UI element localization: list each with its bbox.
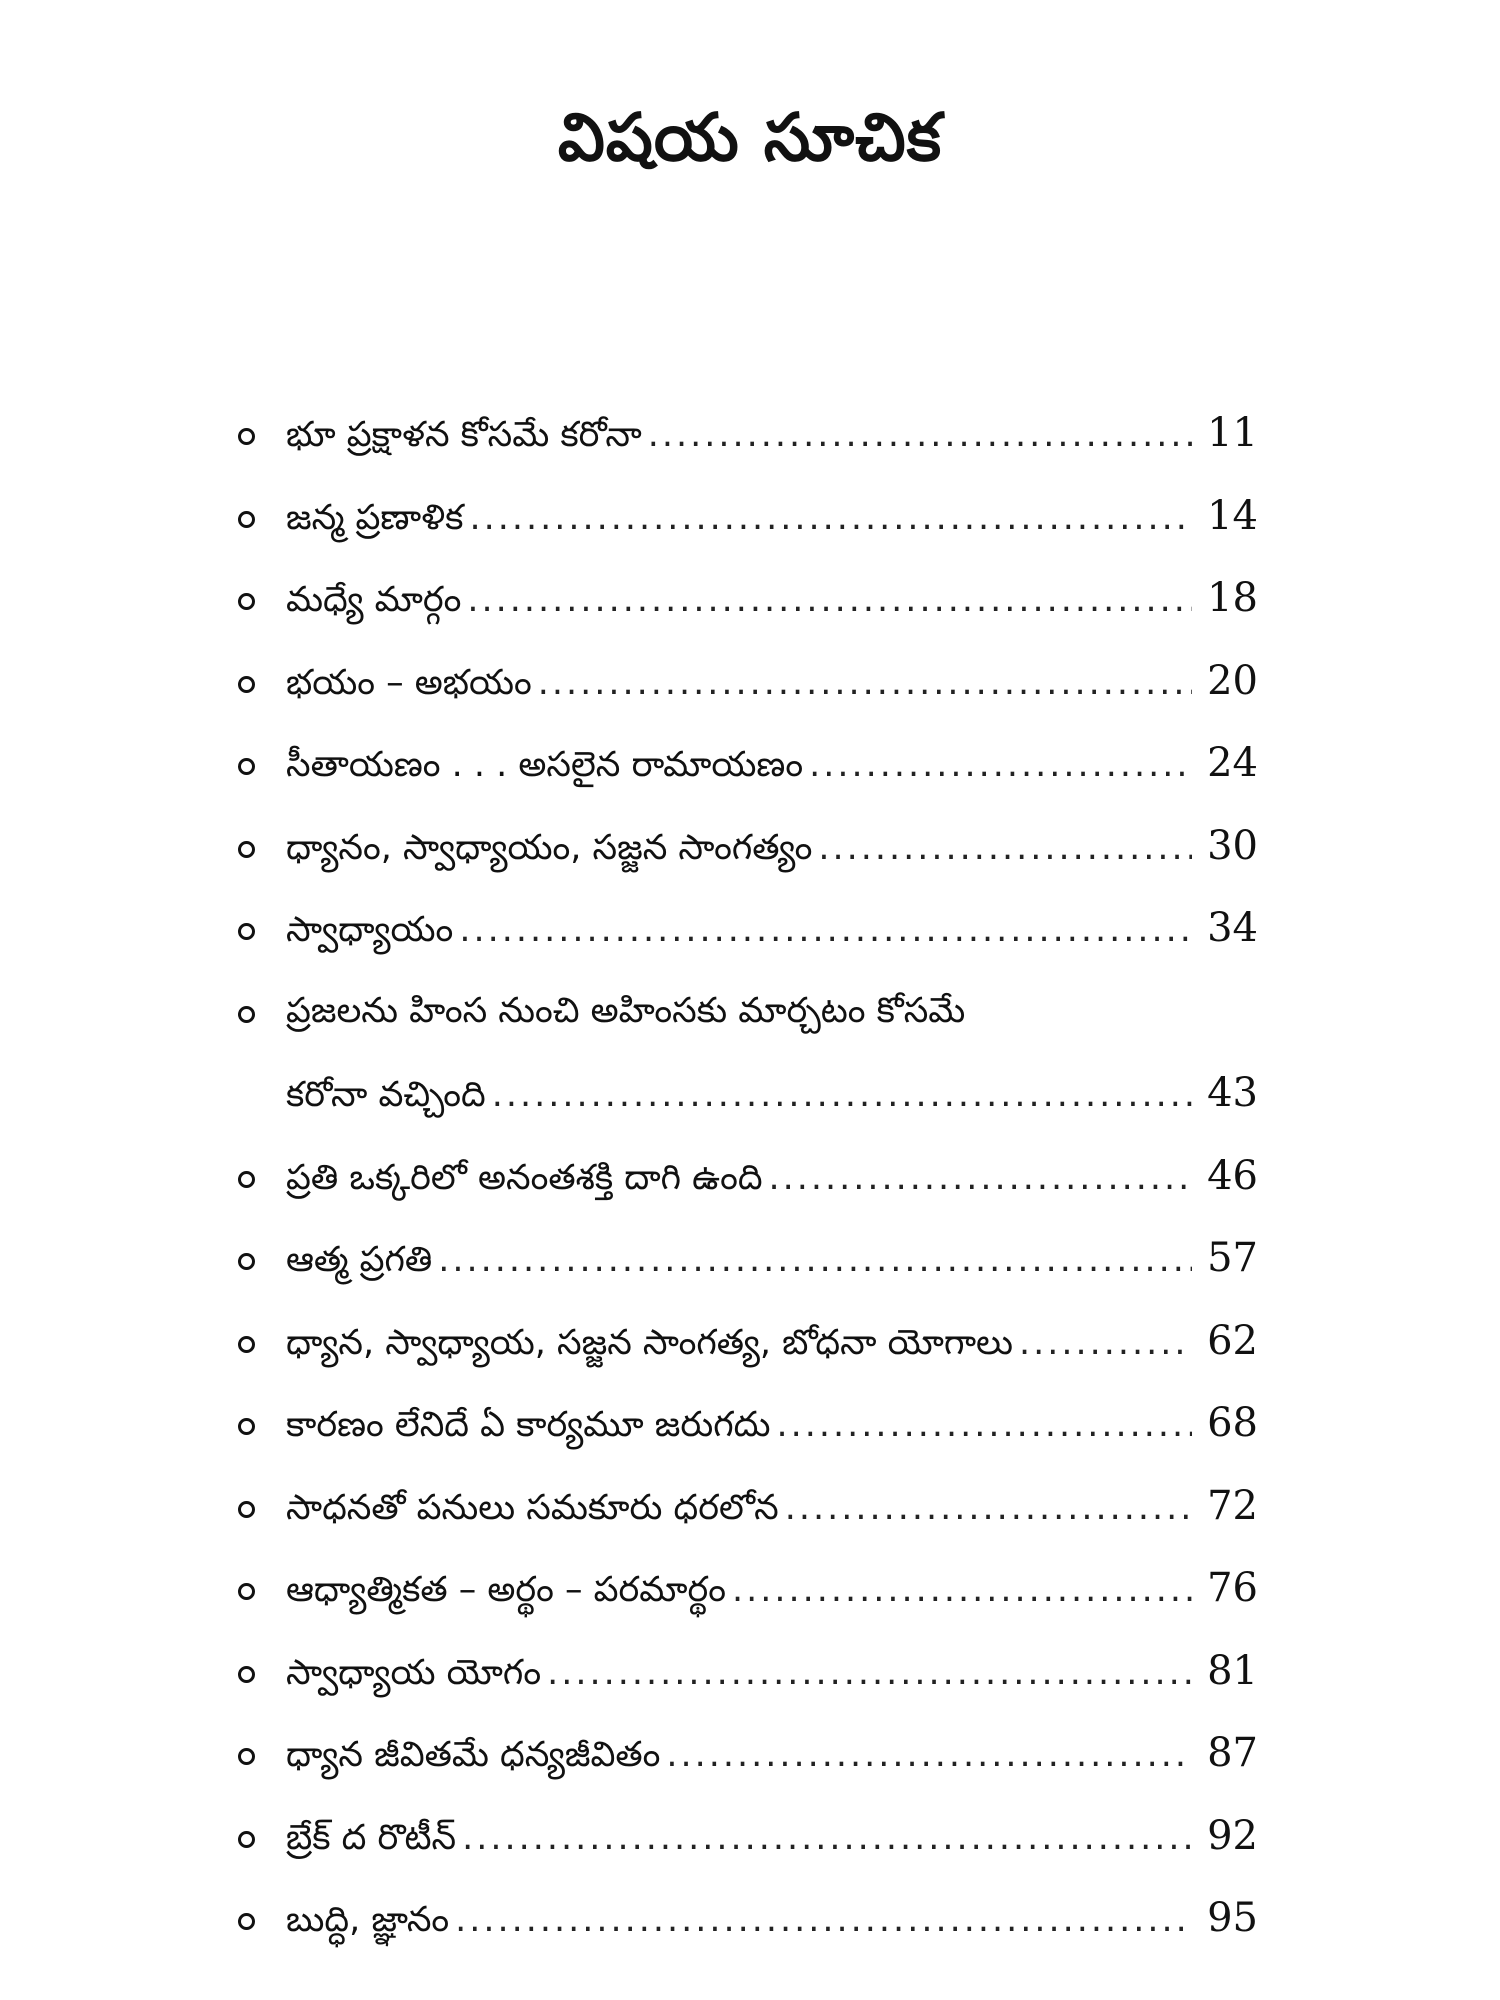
- dot-leader: [818, 807, 1192, 890]
- bullet-icon: [238, 1913, 255, 1930]
- toc-entry-title: సీతాయణం . . . అసలైన రామాయణం: [286, 745, 804, 785]
- toc-entry-title: ప్రతి ఒక్కరిలో అనంతశక్తి దాగి ఉంది: [286, 1157, 763, 1198]
- toc-entry: [238, 1300, 1258, 1383]
- toc-entry: [238, 392, 1258, 475]
- toc-entry: [238, 1712, 1258, 1795]
- toc-page-number: 18: [1207, 575, 1258, 621]
- toc-page-number: 81: [1207, 1647, 1258, 1694]
- toc-line: [238, 1795, 1258, 1878]
- dot-leader: [462, 1797, 1192, 1880]
- toc-line: [238, 1217, 1258, 1300]
- toc-entry-title: ఆధ్యాత్మికత – అర్థం – పరమార్థం: [286, 1570, 727, 1610]
- toc-line: [238, 475, 1258, 558]
- toc-entry-title: భయం – అభయం: [286, 662, 532, 703]
- bullet-icon: [238, 1831, 255, 1848]
- dot-leader: [732, 1549, 1192, 1632]
- dot-leader: [666, 1714, 1192, 1797]
- toc-entry: [238, 1465, 1258, 1548]
- dot-leader: [459, 889, 1192, 972]
- toc-entry-title: జన్మ ప్రణాళిక: [286, 497, 464, 538]
- toc-entry: [238, 1135, 1258, 1218]
- page-title: విషయ సూచిక: [557, 99, 943, 176]
- toc-line: [238, 1547, 1258, 1630]
- toc-line: [238, 392, 1258, 475]
- toc-line: [238, 1877, 1258, 1960]
- toc-entry: [238, 1217, 1258, 1300]
- toc-line: [238, 722, 1258, 805]
- toc-entry-title: మధ్యే మార్గం: [286, 580, 462, 620]
- toc-page-number: 30: [1207, 822, 1258, 869]
- bullet-icon: [238, 1336, 255, 1353]
- toc-entry: [238, 887, 1258, 970]
- bullet-icon: [238, 841, 255, 858]
- toc-entry: [238, 722, 1258, 805]
- toc-entry-title: బుద్ధి, జ్ఞానం: [286, 1900, 450, 1940]
- bullet-icon: [238, 593, 255, 610]
- toc-entry: [238, 1877, 1258, 1960]
- dot-leader: [809, 724, 1192, 807]
- toc-page-number: 11: [1207, 410, 1258, 456]
- toc-line: [238, 1465, 1258, 1548]
- toc-entry-title: ధ్యాన, స్వాధ్యాయ, సజ్జన సాంగత్య, బోధనా యోగాలు: [286, 1322, 1013, 1363]
- bullet-icon: [238, 1583, 255, 1600]
- toc-page-number: 95: [1207, 1895, 1258, 1941]
- toc-entry-title-line1: ప్రజలను హింస నుంచి అహింసకు మార్చటం కోసమే: [286, 990, 966, 1031]
- toc-entry-title: స్వాధ్యాయ యోగం: [286, 1652, 542, 1693]
- toc-entry-title: సాధనతో పనులు సమకూరు ధరలోన: [286, 1487, 779, 1528]
- bullet-icon: [238, 1253, 255, 1270]
- toc-page-number: 20: [1207, 657, 1258, 704]
- dot-leader: [538, 642, 1192, 725]
- dot-leader: [785, 1467, 1192, 1550]
- toc-page-number: 57: [1207, 1235, 1258, 1281]
- toc-page-number: 76: [1207, 1565, 1258, 1611]
- dot-leader: [648, 394, 1192, 477]
- dot-leader: [455, 1879, 1192, 1962]
- toc-line: [238, 1300, 1258, 1383]
- toc-entry-title: కారణం లేనిదే ఏ కార్యమూ జరుగదు: [286, 1405, 771, 1445]
- dot-leader: [469, 477, 1192, 560]
- toc-page-number: 46: [1207, 1152, 1258, 1199]
- dot-leader: [547, 1632, 1192, 1715]
- bullet-icon: [238, 676, 255, 693]
- toc-line: [238, 1712, 1258, 1795]
- toc-entry: [238, 1630, 1258, 1713]
- toc-page-number: 92: [1207, 1812, 1258, 1859]
- toc-page-number: 43: [1207, 1070, 1258, 1116]
- toc-page-number: 34: [1207, 905, 1258, 951]
- toc-entry-title: ధ్యాన జీవితమే ధన్యజీవితం: [286, 1735, 661, 1775]
- toc-entry-title: ధ్యానం, స్వాధ్యాయం, సజ్జన సాంగత్యం: [286, 827, 813, 868]
- toc-entry-two-line: [238, 970, 1258, 1135]
- toc-line: [238, 1135, 1258, 1218]
- toc-entry-title: బ్రేక్ ద రొటీన్: [286, 1817, 457, 1858]
- bullet-icon: [238, 428, 255, 445]
- toc-page-number: 72: [1207, 1482, 1258, 1529]
- toc-page-number: 68: [1207, 1400, 1258, 1446]
- table-of-contents: [238, 392, 1258, 1960]
- toc-entry: [238, 1547, 1258, 1630]
- bullet-icon: [238, 1666, 255, 1683]
- toc-line: [238, 1630, 1258, 1713]
- bullet-icon: [238, 1006, 255, 1023]
- toc-page-number: 24: [1207, 740, 1258, 786]
- toc-entry-title: ఆత్మ ప్రగతి: [286, 1240, 433, 1280]
- toc-line: [238, 1382, 1258, 1465]
- bullet-icon: [238, 923, 255, 940]
- toc-entry: [238, 1382, 1258, 1465]
- toc-line: [238, 805, 1258, 888]
- toc-line: [238, 557, 1258, 640]
- toc-line: [238, 970, 1258, 1053]
- dot-leader: [492, 1054, 1192, 1137]
- toc-page-number: 62: [1207, 1317, 1258, 1364]
- bullet-icon: [238, 1171, 255, 1188]
- toc-entry: [238, 557, 1258, 640]
- dot-leader: [467, 559, 1192, 642]
- dot-leader: [769, 1137, 1192, 1220]
- toc-page-number: 87: [1207, 1730, 1258, 1776]
- dot-leader: [438, 1219, 1192, 1302]
- toc-entry: [238, 805, 1258, 888]
- bullet-icon: [238, 1748, 255, 1765]
- toc-entry: [238, 640, 1258, 723]
- bullet-icon: [238, 758, 255, 775]
- dot-leader: [1019, 1302, 1192, 1385]
- bullet-icon: [238, 1501, 255, 1518]
- bullet-icon: [238, 511, 255, 528]
- toc-entry-title: భూ ప్రక్షాళన కోసమే కరోనా: [286, 415, 642, 455]
- toc-line: [238, 887, 1258, 970]
- toc-line: [238, 1052, 1258, 1135]
- toc-entry: [238, 1795, 1258, 1878]
- toc-entry-title-line2: కరోనా వచ్చింది: [286, 1075, 486, 1115]
- dot-leader: [776, 1384, 1192, 1467]
- toc-line: [238, 640, 1258, 723]
- toc-page-number: 14: [1207, 492, 1258, 539]
- toc-entry: [238, 475, 1258, 558]
- bullet-icon: [238, 1418, 255, 1435]
- toc-entry-title: స్వాధ్యాయం: [286, 910, 454, 950]
